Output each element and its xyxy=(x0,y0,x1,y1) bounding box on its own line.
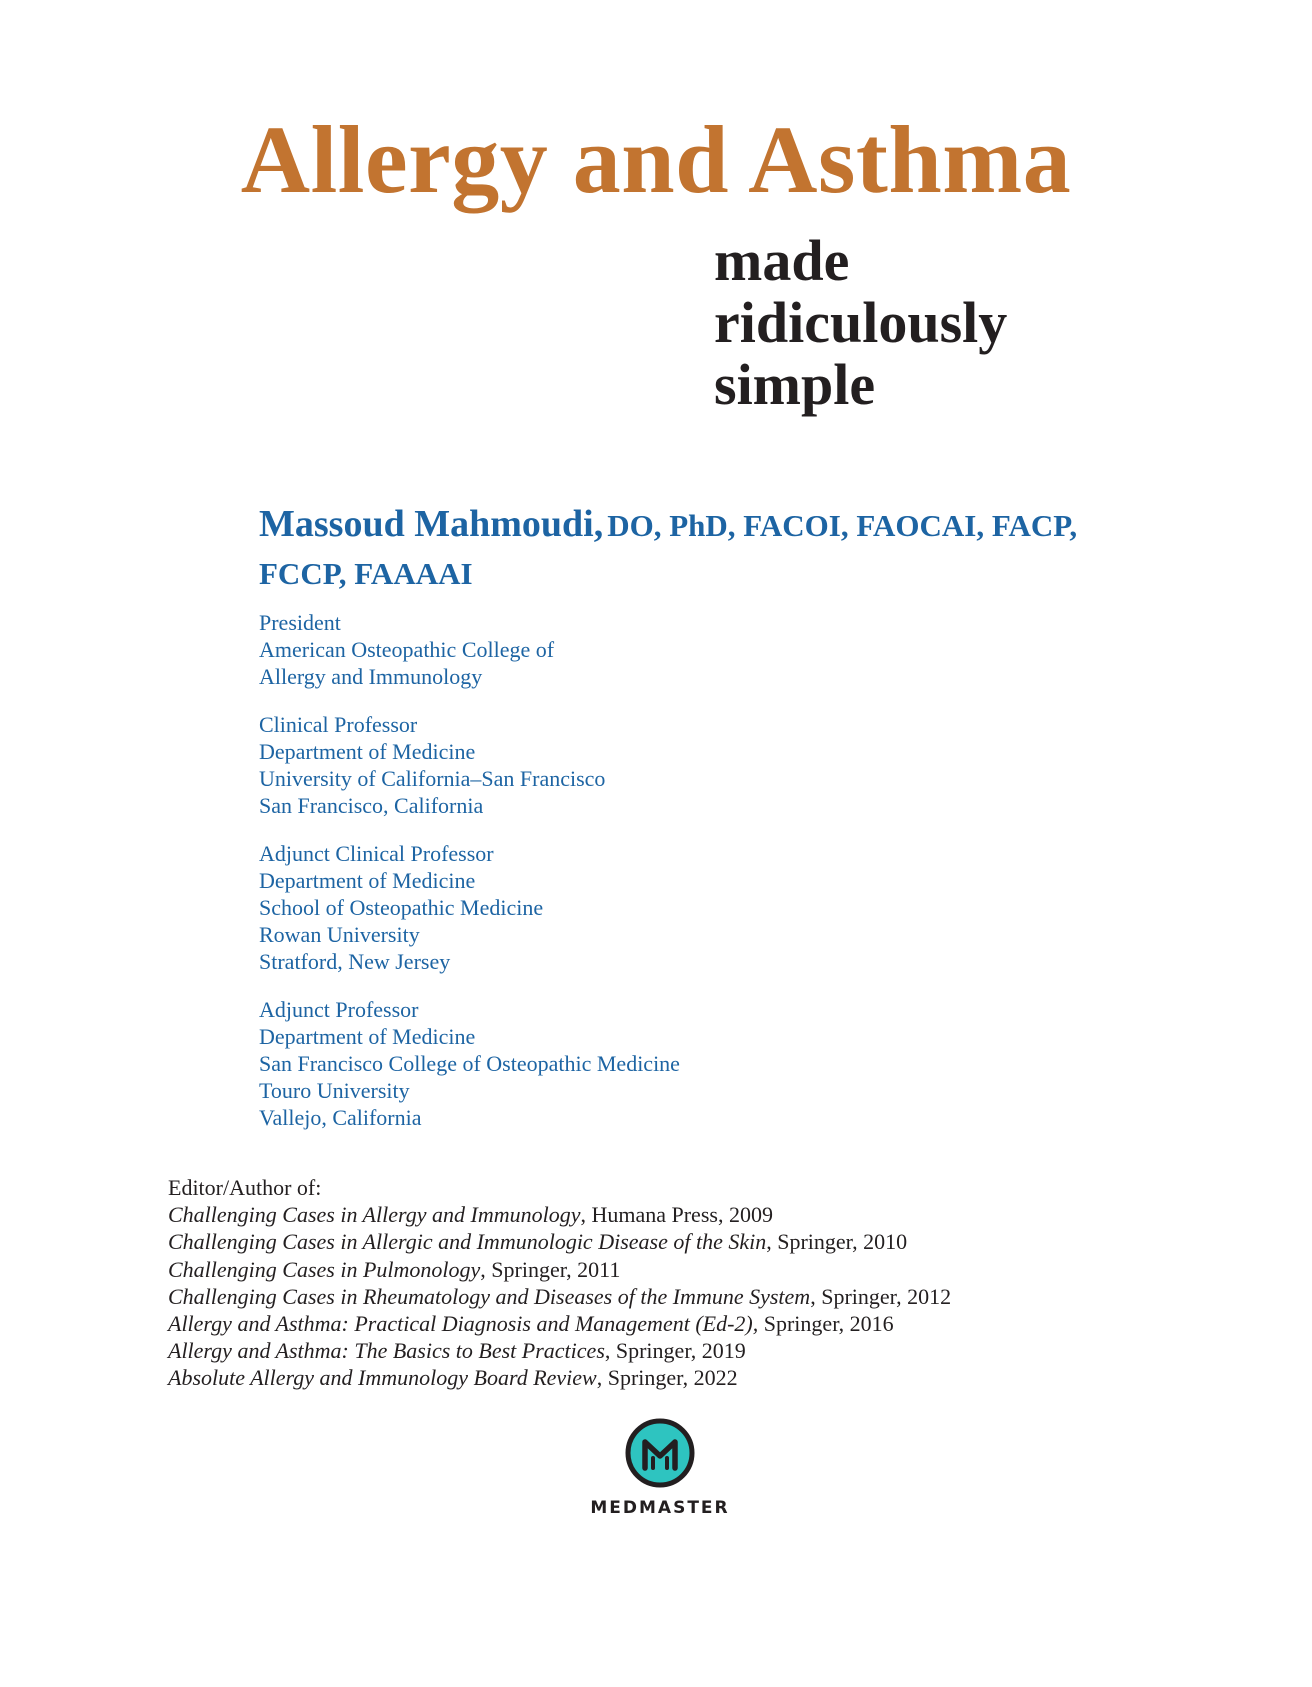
work-publisher: , Springer, 2012 xyxy=(810,1283,952,1309)
work-publisher: , Springer, 2011 xyxy=(480,1256,621,1282)
affiliation-line: Clinical Professor xyxy=(259,712,418,737)
author-block xyxy=(259,503,1159,601)
affiliation-line: Rowan University xyxy=(259,922,420,947)
work-item xyxy=(168,1310,951,1337)
affiliation-line: Department of Medicine xyxy=(259,1024,476,1049)
affiliation-line: San Francisco College of Osteopathic Medicine xyxy=(259,1051,680,1076)
work-title: Challenging Cases in Pulmonology xyxy=(168,1256,481,1282)
affiliation-line: Touro University xyxy=(259,1078,410,1103)
work-publisher: , Springer, 2019 xyxy=(604,1338,746,1364)
work-item xyxy=(168,1228,951,1255)
affiliation-block xyxy=(259,609,680,690)
author-name: Massoud Mahmoudi, xyxy=(259,503,604,545)
work-publisher: , Springer, 2010 xyxy=(766,1229,908,1255)
work-title: Absolute Allergy and Immunology Board Review xyxy=(168,1365,597,1391)
affiliation-block xyxy=(259,711,680,819)
work-title: Allergy and Asthma: The Basics to Best Practices xyxy=(168,1338,605,1364)
affiliation-line: Allergy and Immunology xyxy=(259,664,483,689)
work-title: Allergy and Asthma: Practical Diagnosis and Management (Ed-2), xyxy=(168,1311,759,1337)
author-credentials: FCCP, FAAAAI xyxy=(259,556,473,591)
work-publisher: Springer, 2016 xyxy=(758,1311,894,1337)
affiliation-line: School of Osteopathic Medicine xyxy=(259,895,544,920)
book-title: Allergy and Asthma xyxy=(240,106,1072,213)
other-works xyxy=(168,1174,951,1392)
work-publisher: , Humana Press, 2009 xyxy=(580,1202,773,1228)
affiliation-block xyxy=(259,840,680,975)
other-works-heading: Editor/Author of: xyxy=(168,1175,322,1200)
affiliation-line: Adjunct Professor xyxy=(259,997,419,1022)
book-subtitle xyxy=(714,230,1007,416)
affiliation-line: San Francisco, California xyxy=(259,793,484,818)
affiliation-line: University of California–San Francisco xyxy=(259,766,606,791)
work-item xyxy=(168,1337,951,1364)
affiliation-line: Department of Medicine xyxy=(259,739,476,764)
affiliation-line: Department of Medicine xyxy=(259,868,476,893)
author-credentials: DO, PhD, FACOI, FAOCAI, FACP, xyxy=(607,508,1078,543)
medmaster-logo-icon xyxy=(625,1418,695,1488)
affiliation-line: Stratford, New Jersey xyxy=(259,949,451,974)
publisher-logo xyxy=(580,1418,740,1518)
work-item xyxy=(168,1364,951,1391)
affiliation-line: Vallejo, California xyxy=(259,1105,422,1130)
affiliation-line: President xyxy=(259,610,341,635)
subtitle-line: made xyxy=(714,228,850,293)
work-title: Challenging Cases in Allergy and Immunology xyxy=(168,1202,581,1228)
affiliation-line: American Osteopathic College of xyxy=(259,637,555,662)
affiliations xyxy=(259,609,680,1152)
publisher-name: MEDMASTER xyxy=(590,1498,730,1518)
subtitle-line: simple xyxy=(714,352,876,417)
work-item xyxy=(168,1201,951,1228)
affiliation-block xyxy=(259,996,680,1131)
work-item xyxy=(168,1256,951,1283)
work-item xyxy=(168,1283,951,1310)
affiliation-line: Adjunct Clinical Professor xyxy=(259,841,494,866)
work-publisher: , Springer, 2022 xyxy=(596,1365,738,1391)
subtitle-line: ridiculously xyxy=(714,290,1008,355)
work-title: Challenging Cases in Allergic and Immunologic Disease of the Skin xyxy=(168,1229,767,1255)
work-title: Challenging Cases in Rheumatology and Diseases of the Immune System xyxy=(168,1283,811,1309)
